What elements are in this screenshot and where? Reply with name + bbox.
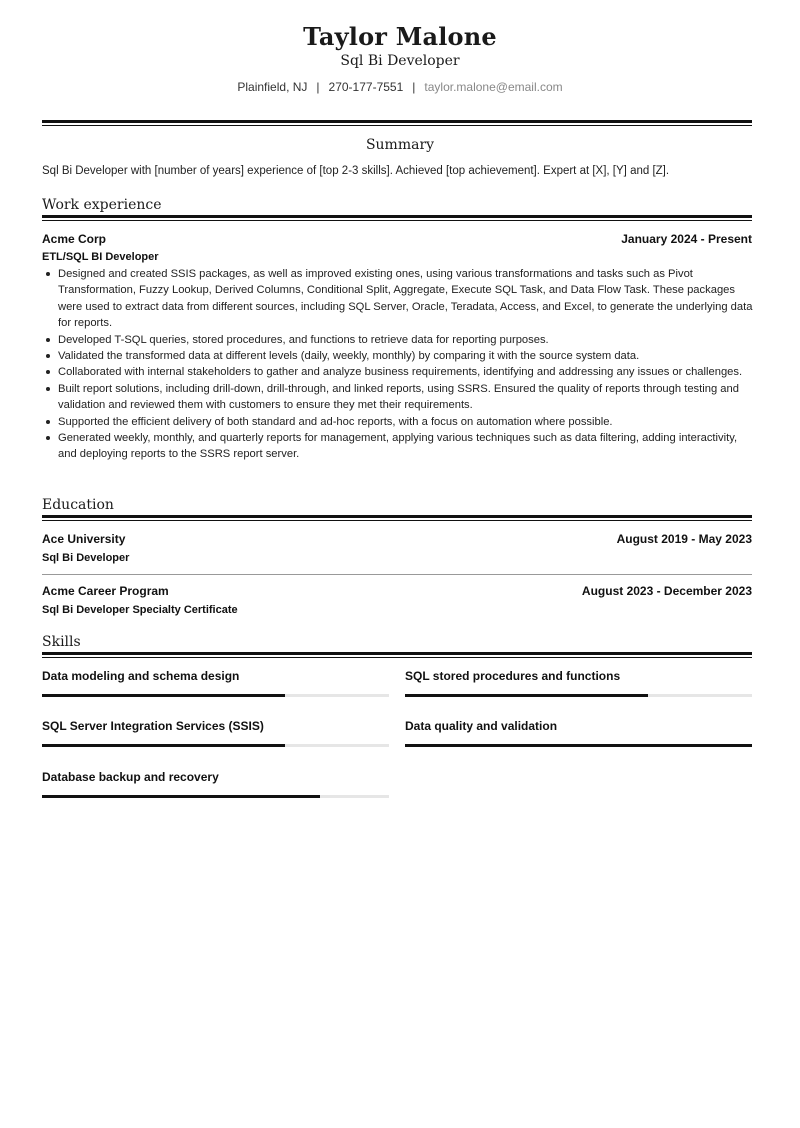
work-dates: January 2024 - Present [621,232,752,246]
list-item: Designed and created SSIS packages, as well as improved existing ones, using various transformations and tasks such as Pivot Transformation, Fuzzy Lookup, Derived Columns, Conditional Split, Aggregate, Execute SQL Task, and Data Flow Task. These packages were used to extract data from different sources, including SQL Server, Oracle, Teradata, Access, and Excel, to generate the underlying data for reports. [42,266,754,332]
skill-bar-fill [405,744,752,747]
summary-heading: Summary [365,137,435,153]
education-dates: August 2019 - May 2023 [616,532,752,546]
education-heading: Education [42,497,114,513]
email-link[interactable]: taylor.malone@email.com [424,80,563,94]
skill-bar-fill [405,694,648,697]
list-item: Supported the efficient delivery of both standard and ad-hoc reports, with a focus on automation where possible. [42,414,754,430]
skill-bar-track [42,795,389,798]
work-entry-header [42,232,752,246]
separator: | [412,80,416,94]
skill-item [42,770,389,784]
school-name: Ace University [42,532,126,546]
school-name: Acme Career Program [42,584,169,598]
skill-label: SQL stored procedures and functions [405,669,621,683]
education-entry-header [42,532,752,546]
skill-bar-fill [42,795,320,798]
list-item: Validated the transformed data at different levels (daily, weekly, monthly) by comparing it with the source system data. [42,348,754,364]
work-bullets [42,266,754,463]
skill-label: SQL Server Integration Services (SSIS) [42,719,264,733]
list-item: Collaborated with internal stakeholders to gather and analyze business requirements, identifying and addressing any issues or challenges. [42,364,754,380]
degree-name: Sql Bi Developer Specialty Certificate [42,604,238,616]
header-divider [42,120,752,126]
list-item: Developed T-SQL queries, stored procedures, and functions to retrieve data for reporting purposes. [42,332,754,348]
education-dates: August 2023 - December 2023 [581,584,752,598]
work-divider [42,215,752,221]
education-divider [42,515,752,521]
skill-bar-fill [42,694,285,697]
company-name: Acme Corp [42,232,107,246]
separator: | [316,80,320,94]
skill-bar-fill [42,744,285,747]
summary-text: Sql Bi Developer with [number of years] experience of [top 2-3 skills]. Achieved [top achievement]. Expert at [X], [Y] and [Z]. [42,165,670,177]
education-entry-header [42,584,752,598]
skill-item [405,669,752,683]
job-role: ETL/SQL BI Developer [42,251,159,263]
degree-name: Sql Bi Developer [42,552,130,564]
phone: 270-177-7551 [328,80,404,94]
education-separator [42,574,752,575]
skill-item [42,669,389,683]
skill-label: Data modeling and schema design [42,669,240,683]
list-item: Generated weekly, monthly, and quarterly reports for management, applying various techniques such as data filtering, adding interactivity, and deploying reports to the SSRS report server. [42,430,754,463]
location: Plainfield, NJ [237,80,308,94]
skill-bar-track [42,694,389,697]
list-item: Built report solutions, including drill-down, drill-through, and linked reports, using SSRS. Ensured the quality of reports through testing and validation and reviewed them with customers to ensure they met their requirements. [42,381,754,414]
skills-divider [42,652,752,658]
skill-bar-track [405,744,752,747]
candidate-title: Sql Bi Developer [340,53,460,69]
work-heading: Work experience [42,197,162,213]
skill-item [405,719,752,733]
contact-line [0,80,800,94]
skill-label: Data quality and validation [405,719,558,733]
skill-bar-track [405,694,752,697]
candidate-name: Taylor Malone [303,22,497,51]
skill-item [42,719,389,733]
skills-heading: Skills [42,634,81,650]
skill-bar-track [42,744,389,747]
skill-label: Database backup and recovery [42,770,219,784]
